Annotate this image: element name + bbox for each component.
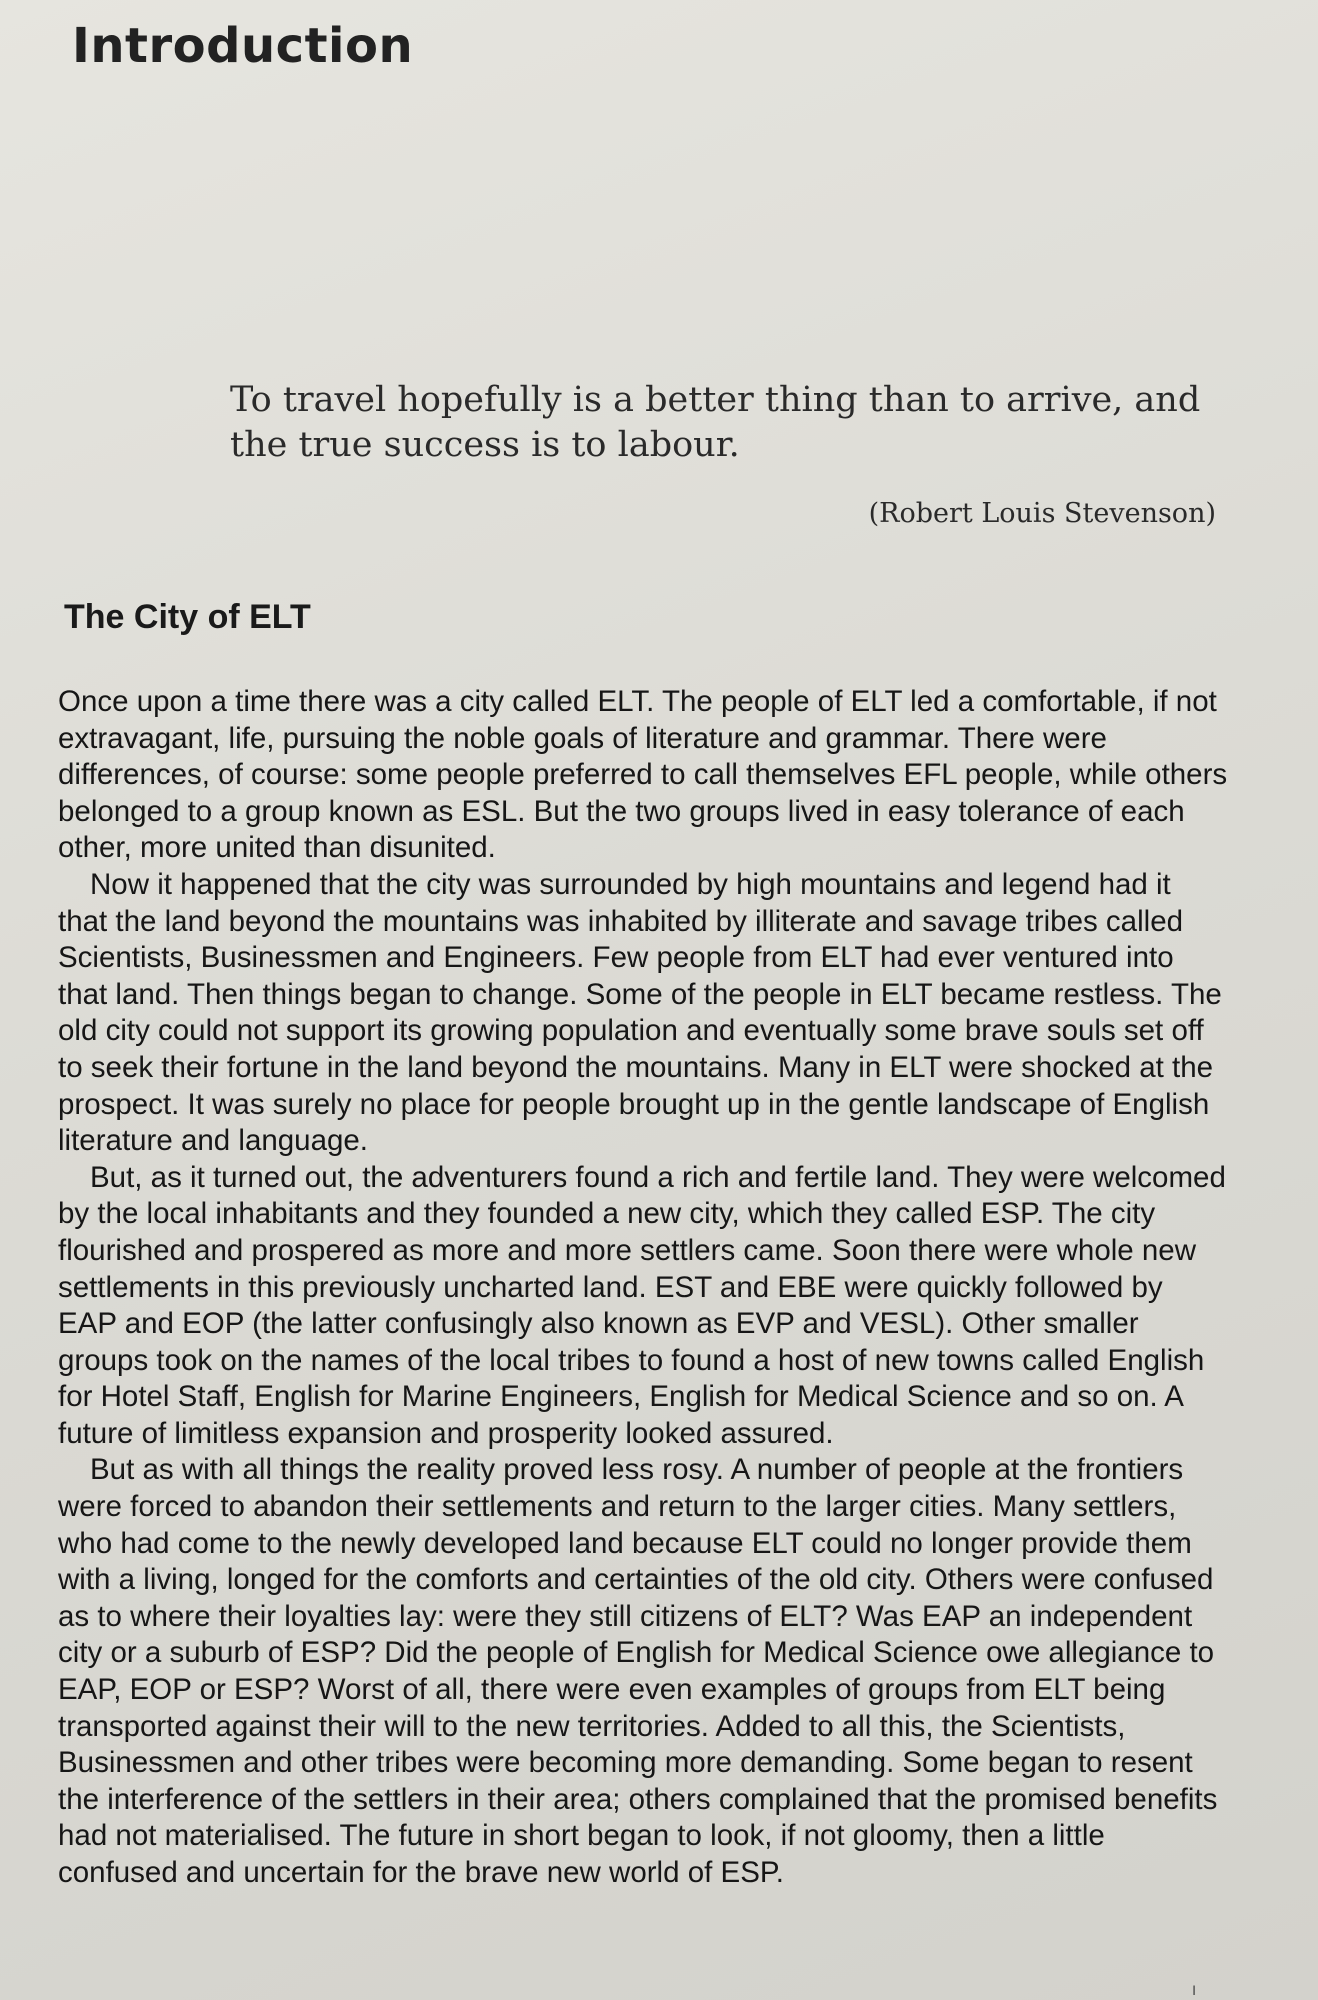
paragraph: Once upon a time there was a city called ELT. The people of ELT led a comfortable, if not extravagant, life, pursuing the noble goals of literature and grammar. There were differences, of course: some people preferred to call themselves EFL people, while others belonged to a group known as ESL. But the two groups lived in easy tolerance of each other, more united than disunited. <box>58 685 1228 865</box>
section-body <box>58 684 1228 1892</box>
paragraph: But, as it turned out, the adventurers found a rich and fertile land. They were welcomed by the local inhabitants and they founded a new city, which they called ESP. The city flourished and prospered as more and more settlers came. Soon there were whole new settlements in this previously uncharted land. EST and EBE were quickly followed by EAP and EOP (the latter confusingly also known as EVP and VESL). Other smaller groups took on the names of the local tribes to found a host of new towns called English for Hotel Staff, English for Marine Engineers, English for Medical Science and so on. A future of limitless expansion and prosperity looked assured. <box>58 1160 1226 1450</box>
paragraph: Now it happened that the city was surrounded by high mountains and legend had it that the land beyond the mountains was inhabited by illiterate and savage tribes called Scientists, Businessmen and Engineers. Few people from ELT had ever ventured into that land. Then things began to change. Some of the people in ELT became restless. The old city could not support its growing population and eventually some brave souls set off to seek their fortune in the land beyond the mountains. Many in ELT were shocked at the prospect. It was surely no place for people brought up in the gentle landscape of English literature and language. <box>58 867 1222 1158</box>
paragraph: But as with all things the reality proved less rosy. A number of people at the frontiers were forced to abandon their settlements and return to the larger cities. Many settlers, who had come to the newly developed land because ELT could no longer provide them with a living, longed for the comforts and certainties of the old city. Others were confused as to where their loyalties lay: were they still citizens of ELT? Was EAP an independent city or a suburb of ESP? Did the people of English for Medical Science owe allegiance to EAP, EOP or ESP? Worst of all, there were even examples of groups from ELT being transported against their will to the new territories. Added to all this, the Scientists, Businessmen and other tribes were becoming more demanding. Some began to resent the interference of the settlers in their area; others complained that the promised benefits had not materialised. The future in short began to look, if not gloomy, then a little confused and uncertain for the brave new world of ESP. <box>58 1453 1218 1889</box>
epigraph-attribution: (Robert Louis Stevenson) <box>868 498 1216 529</box>
chapter-heading: Introduction <box>72 18 414 74</box>
epigraph-quote: To travel hopefully is a better thing than to arrive, and the true success is to labour. <box>230 380 1201 465</box>
section-title: The City of ELT <box>64 598 311 636</box>
page-number: I <box>1192 1982 1196 1998</box>
